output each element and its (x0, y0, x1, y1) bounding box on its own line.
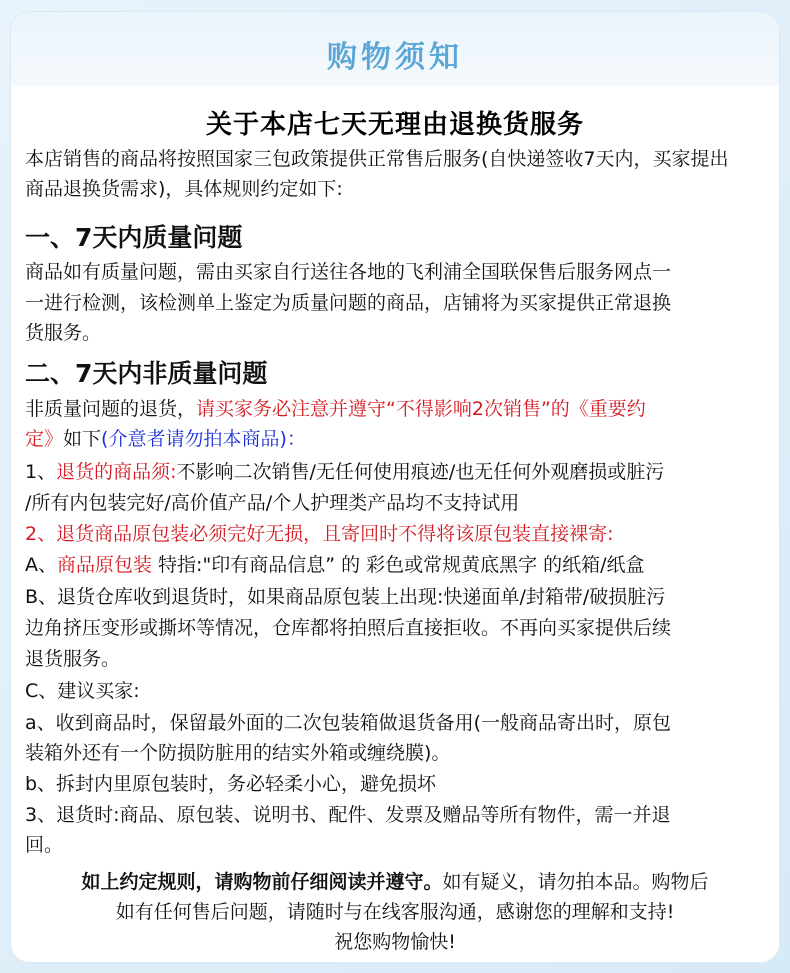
rule-A-text: 特指:"印有商品信息” 的 彩色或常规黄底黑字 的纸箱/纸盒 (152, 554, 645, 576)
rule-B-line-3: 退货服务。 (25, 648, 121, 670)
rule-3-line-1: 3、退货时:商品、原包装、说明书、配件、发票及赠品等所有物件，需一并退 (25, 804, 671, 826)
footer-line-3: 祝您购物愉快! (334, 931, 456, 953)
footer-line-1-rest: 如有疑义，请勿拍本品。购物后 (442, 871, 709, 893)
footer-emphasis: 如上约定规则，请购物前仔细阅读并遵守。 (81, 871, 443, 893)
section1-line-3: 货服务。 (25, 322, 102, 344)
rule-1-text: 不影响二次销售/无任何使用痕迹/也无任何外观磨损或脏污 (176, 461, 665, 483)
rule-b: b、拆封内里原包装时，务必轻柔小心，避免损坏 (25, 773, 437, 795)
rule-2: 2、退货商品原包装必须完好无损，且寄回时不得将该原包装直接裸寄: (25, 523, 614, 545)
section1-line-2: 一进行检测，该检测单上鉴定为质量问题的商品，店铺将为买家提供正常退换 (25, 292, 672, 314)
page-title: 关于本店七天无理由退换货服务 (205, 110, 584, 140)
section2-para-line-2 (25, 425, 306, 453)
rule-A-label: 商品原包装 (57, 554, 153, 576)
rule-a-line-1: a、收到商品时，保留最外面的二次包装箱做退货备用(一般商品寄出时，原包 (25, 712, 672, 734)
footer-line-2: 如有任何售后问题，请随时与在线客服沟通，感谢您的理解和支持! (115, 901, 675, 923)
rule-1-label: 退货的商品须: (56, 461, 177, 483)
intro-line-1: 本店销售的商品将按照国家三包政策提供正常售后服务(自快递签收7天内，买家提出 (25, 148, 729, 170)
section1-line-1: 商品如有质量问题，需由买家自行送往各地的飞利浦全国联保售后服务网点一 (25, 261, 672, 283)
section2-heading: 二、7天内非质量问题 (25, 359, 268, 388)
rule-1-line-1 (25, 458, 664, 486)
footer-line-1 (11, 868, 779, 896)
section1-heading: 一、7天内质量问题 (25, 223, 243, 252)
important-warning-end: 定》 (25, 428, 64, 450)
section2-para-line-1 (25, 395, 646, 423)
banner (11, 12, 779, 86)
rule-1-line-2: /所有内包装完好/高价值产品/个人护理类产品均不支持试用 (25, 492, 520, 514)
important-warning: 请买家务必注意并遵守“不得影响2次销售”的《重要约 (196, 398, 646, 420)
banner-title: 购物须知 (327, 40, 463, 75)
rule-C: C、建议买家: (25, 680, 140, 702)
rule-3-line-2: 回。 (25, 834, 64, 856)
rule-a-line-2: 装箱外还有一个防损防脏用的结实外箱或缠绕膜)。 (25, 742, 451, 764)
non-quality-intro: 非质量问题的退货， (25, 398, 197, 420)
rule-B-line-1: B、退货仓库收到退货时，如果商品原包装上出现:快递面单/封箱带/破损脏污 (25, 586, 666, 608)
intro-line-2: 商品退换货需求)，具体规则约定如下: (25, 178, 343, 200)
rule-1-number: 1、 (25, 461, 57, 483)
caution-note: (介意者请勿拍本商品)： (101, 428, 306, 450)
rule-A (25, 551, 645, 579)
notice-card (11, 12, 779, 962)
rule-A-number: A、 (25, 554, 57, 576)
rule-B-line-2: 边角挤压变形或撕坏等情况，仓库都将拍照后直接拒收。不再向买家提供后续 (25, 617, 672, 639)
as-follows: 如下 (63, 428, 102, 450)
